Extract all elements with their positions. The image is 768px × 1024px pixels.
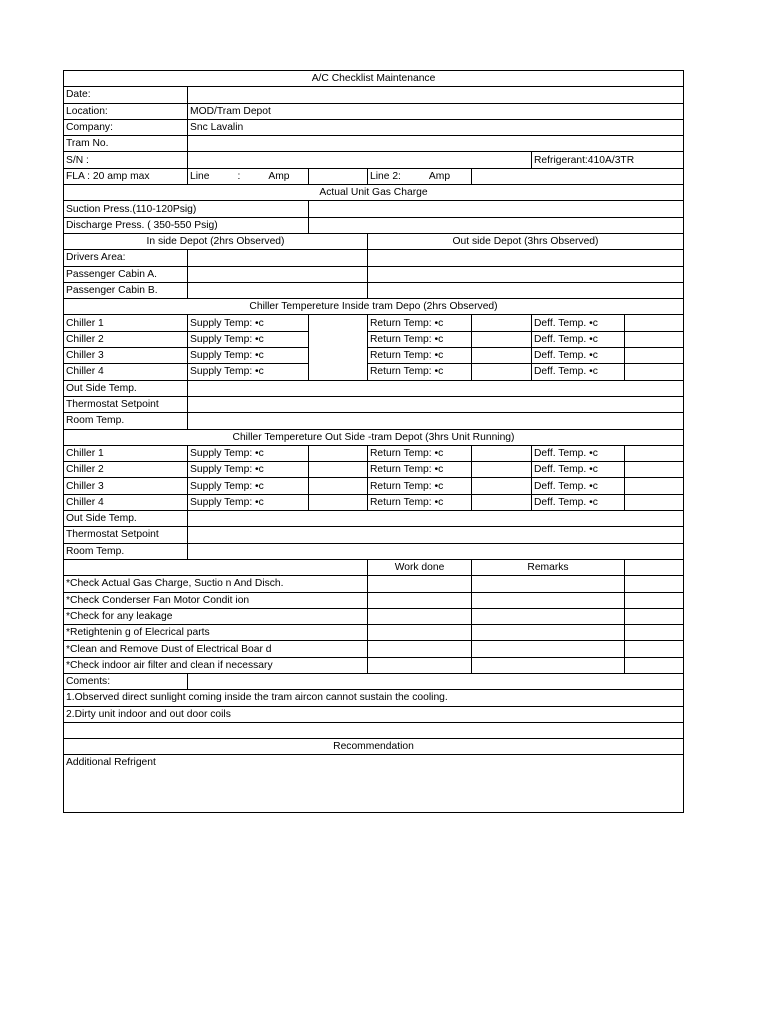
line1-value[interactable] [309,168,368,184]
return-temp-field[interactable] [472,364,532,380]
deff-temp-field[interactable] [625,445,684,461]
company-field[interactable]: Snc Lavalin [188,119,684,135]
checklist-sheet [63,70,683,813]
supply-temp-field[interactable] [309,462,368,478]
discharge-field[interactable] [309,217,684,233]
return-temp-label: Return Temp: •c [368,348,472,364]
supply-temp-label: Supply Temp: •c [188,445,309,461]
return-temp-label: Return Temp: •c [368,494,472,510]
work-item-label: *Clean and Remove Dust of Electrical Boar d [64,641,368,657]
area-label: Drivers Area: [64,250,188,266]
remarks-field[interactable] [472,641,625,657]
remarks-field[interactable] [472,608,625,624]
deff-temp-label: Deff. Temp. •c [532,348,625,364]
deff-temp-field[interactable] [625,462,684,478]
deff-temp-field[interactable] [625,331,684,347]
outside-temp-field[interactable] [188,380,684,396]
suction-field[interactable] [309,201,684,217]
sn-field[interactable] [188,152,532,168]
inside-depot-heading: In side Depot (2hrs Observed) [64,233,368,249]
work-item-label: *Check indoor air filter and clean if necessary [64,657,368,673]
recommendation-heading: Recommendation [64,739,684,755]
checklist-table [63,70,684,813]
location-field[interactable]: MOD/Tram Depot [188,103,684,119]
chiller-label: Chiller 1 [64,445,188,461]
work-extra-field[interactable] [625,592,684,608]
area-label: Passenger Cabin B. [64,282,188,298]
supply-temp-label: Supply Temp: •c [188,462,309,478]
return-temp-label: Return Temp: •c [368,462,472,478]
return-temp-field[interactable] [472,478,532,494]
deff-temp-label: Deff. Temp. •c [532,462,625,478]
work-done-field[interactable] [368,576,472,592]
remarks-field[interactable] [472,576,625,592]
area-outside-field[interactable] [368,282,684,298]
remarks-field[interactable] [472,657,625,673]
chiller-label: Chiller 3 [64,348,188,364]
recommendation-text[interactable]: Additional Refrigent [64,755,684,813]
suction-label: Suction Press.(110-120Psig) [64,201,309,217]
deff-temp-label: Deff. Temp. •c [532,315,625,331]
discharge-label: Discharge Press. ( 350-550 Psig) [64,217,309,233]
tram-no-field[interactable] [188,136,684,152]
area-inside-field[interactable] [188,266,368,282]
supply-temp-label: Supply Temp: •c [188,315,309,331]
chiller-label: Chiller 4 [64,364,188,380]
thermostat-field[interactable] [188,527,684,543]
work-item-label: *Check for any leakage [64,608,368,624]
supply-temp-label: Supply Temp: •c [188,364,309,380]
location-label: Location: [64,103,188,119]
work-extra-field[interactable] [625,641,684,657]
chiller-outside-heading: Chiller Tempereture Out Side -tram Depot (3hrs Unit Running) [64,429,684,445]
line2-cell[interactable] [368,168,472,184]
return-temp-field[interactable] [472,462,532,478]
line2-label: Line 2: [370,170,401,182]
room-temp-label: Room Temp. [64,543,188,559]
comments-label: Coments: [64,673,188,689]
work-item-label: *Retightenin g of Elecrical parts [64,625,368,641]
deff-temp-label: Deff. Temp. •c [532,494,625,510]
work-done-field[interactable] [368,592,472,608]
return-temp-label: Return Temp: •c [368,364,472,380]
chiller-label: Chiller 4 [64,494,188,510]
area-label: Passenger Cabin A. [64,266,188,282]
deff-temp-label: Deff. Temp. •c [532,478,625,494]
comment-line-2: 2.Dirty unit indoor and out door coils [64,706,684,722]
deff-temp-field[interactable] [625,364,684,380]
work-extra-field[interactable] [625,625,684,641]
refrigerant-info: Refrigerant:410A/3TR [532,152,684,168]
line1-colon: : [237,170,241,182]
work-done-field[interactable] [368,657,472,673]
supply-temp-field[interactable] [309,494,368,510]
tram-no-label: Tram No. [64,136,188,152]
room-temp-label: Room Temp. [64,413,188,429]
return-temp-field[interactable] [472,445,532,461]
work-extra-field[interactable] [625,657,684,673]
chiller-label: Chiller 3 [64,478,188,494]
area-outside-field[interactable] [368,266,684,282]
chiller-label: Chiller 2 [64,331,188,347]
area-outside-field[interactable] [368,250,684,266]
fla-label: FLA : 20 amp max [64,168,188,184]
return-temp-label: Return Temp: •c [368,445,472,461]
deff-temp-field[interactable] [625,478,684,494]
comment-line-1: 1.Observed direct sunlight coming inside the tram aircon cannot sustain the cooling. [64,690,684,706]
date-field[interactable] [188,87,684,103]
area-inside-field[interactable] [188,250,368,266]
deff-temp-field[interactable] [625,494,684,510]
work-done-header: Work done [368,559,472,575]
room-temp-field[interactable] [188,413,684,429]
work-item-label: *Check Actual Gas Charge, Suctio n And Disch. [64,576,368,592]
return-temp-field[interactable] [472,494,532,510]
return-temp-label: Return Temp: •c [368,315,472,331]
line1-unit: Amp [268,170,290,182]
chiller-label: Chiller 2 [64,462,188,478]
deff-temp-field[interactable] [625,315,684,331]
thermostat-field[interactable] [188,396,684,412]
line1-label: Line [190,170,210,182]
supply-temp-label: Supply Temp: •c [188,348,309,364]
supply-temp-field[interactable] [309,315,368,380]
supply-temp-label: Supply Temp: •c [188,478,309,494]
return-temp-label: Return Temp: •c [368,331,472,347]
return-temp-label: Return Temp: •c [368,478,472,494]
remarks-header: Remarks [472,559,625,575]
sn-label: S/N : [64,152,188,168]
deff-temp-label: Deff. Temp. •c [532,364,625,380]
supply-temp-label: Supply Temp: •c [188,494,309,510]
deff-temp-label: Deff. Temp. •c [532,331,625,347]
blank-row[interactable] [64,722,684,738]
work-extra-field[interactable] [625,608,684,624]
outside-temp-label: Out Side Temp. [64,380,188,396]
chiller-label: Chiller 1 [64,315,188,331]
thermostat-label: Thermostat Setpoint [64,396,188,412]
return-temp-field[interactable] [472,331,532,347]
return-temp-field[interactable] [472,315,532,331]
work-extra-field[interactable] [625,576,684,592]
supply-temp-field[interactable] [309,478,368,494]
form-title: A/C Checklist Maintenance [64,71,684,87]
remarks-field[interactable] [472,592,625,608]
remarks-field[interactable] [472,625,625,641]
chiller-inside-heading: Chiller Tempereture Inside tram Depo (2hrs Observed) [64,299,684,315]
line2-unit: Amp [428,170,451,182]
supply-temp-field[interactable] [309,445,368,461]
outside-temp-label: Out Side Temp. [64,511,188,527]
return-temp-field[interactable] [472,348,532,364]
gas-charge-heading: Actual Unit Gas Charge [64,185,684,201]
outside-depot-heading: Out side Depot (3hrs Observed) [368,233,684,249]
thermostat-label: Thermostat Setpoint [64,527,188,543]
work-done-field[interactable] [368,625,472,641]
line1-cell[interactable] [188,168,309,184]
date-label: Date: [64,87,188,103]
work-extra-header [625,559,684,575]
work-item-label: *Check Conderser Fan Motor Condit ion [64,592,368,608]
supply-temp-label: Supply Temp: •c [188,331,309,347]
room-temp-field[interactable] [188,543,684,559]
area-inside-field[interactable] [188,282,368,298]
deff-temp-field[interactable] [625,348,684,364]
work-done-field[interactable] [368,641,472,657]
line2-value[interactable] [472,168,684,184]
work-done-field[interactable] [368,608,472,624]
comments-field[interactable] [188,673,684,689]
company-label: Company: [64,119,188,135]
outside-temp-field[interactable] [188,511,684,527]
deff-temp-label: Deff. Temp. •c [532,445,625,461]
work-header-spacer [64,559,368,575]
